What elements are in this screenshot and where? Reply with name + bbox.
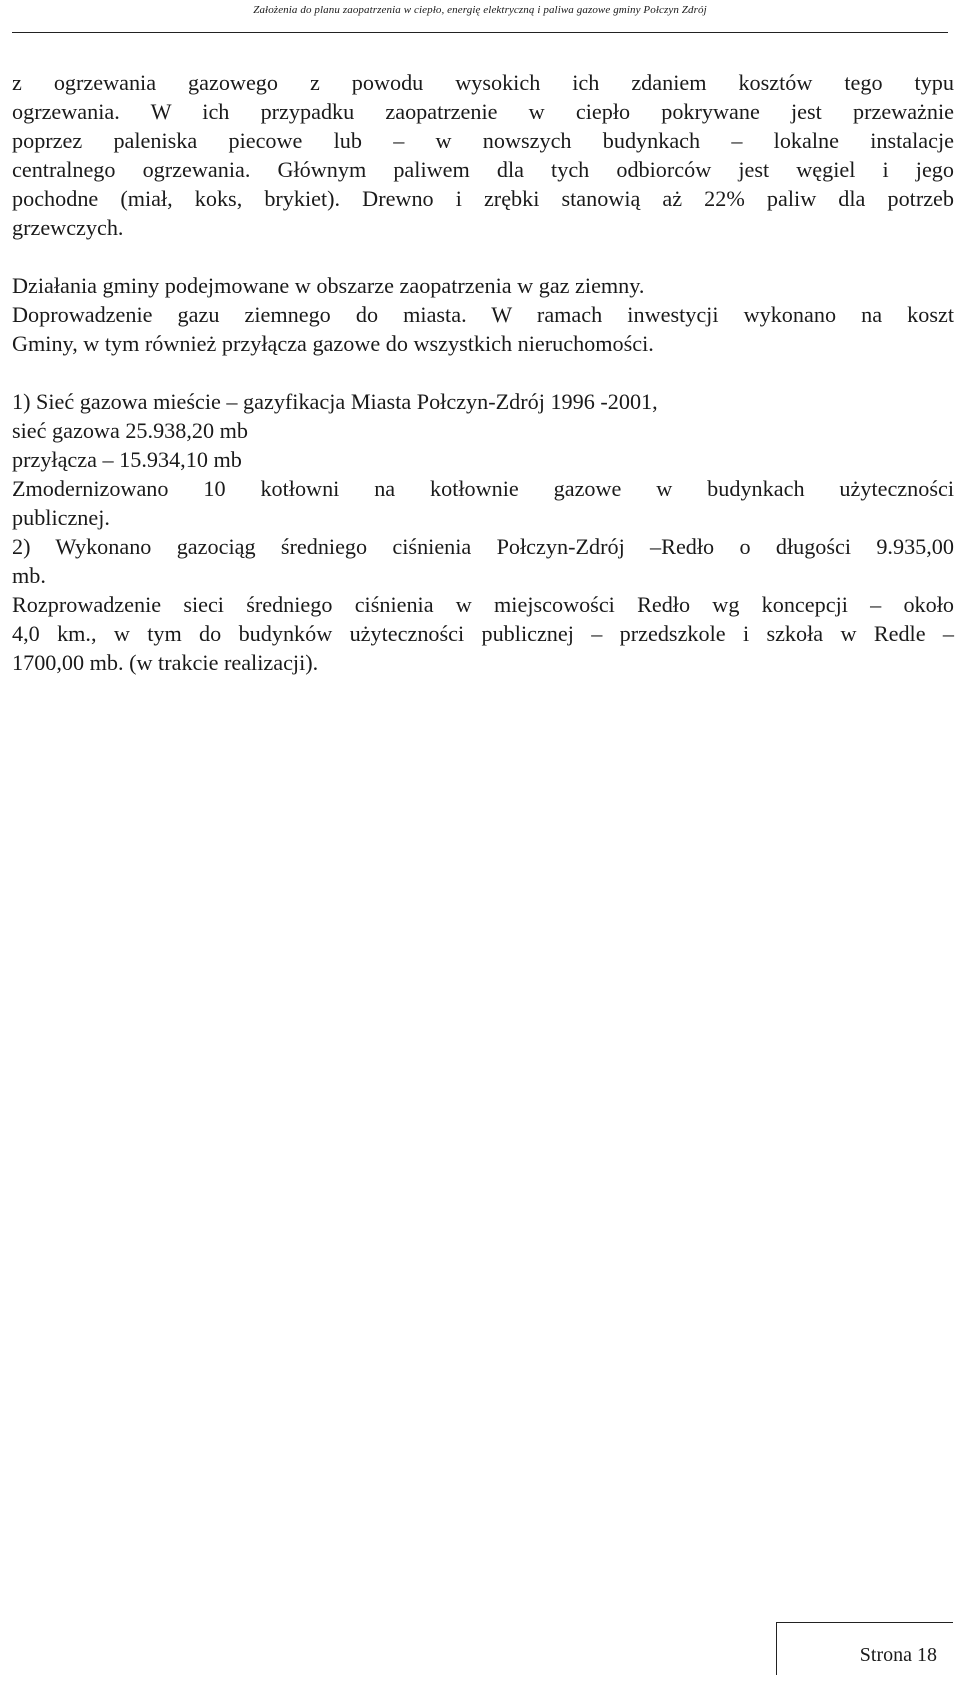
text-line: przyłącza – 15.934,10 mb [12,447,242,472]
text-line: Gminy, w tym również przyłącza gazowe do wszystkich nieruchomości. [12,331,654,356]
text-line: 1700,00 mb. (w trakcie realizacji). [12,650,319,675]
text-line: poprzez paleniska piecowe lub – w nowszych budynkach – lokalne instalacje [12,128,954,153]
text-line: 1) Sieć gazowa mieście – gazyfikacja Miasta Połczyn-Zdrój 1996 -2001, [12,389,658,414]
text-line: publicznej. [12,505,110,530]
document-body [12,68,954,677]
paragraph-heating-fuels [12,68,954,242]
paragraph-gas-actions [12,271,954,358]
page-header [0,0,960,44]
text-line: Zmodernizowano 10 kotłowni na kotłownie gazowe w budynkach użyteczności [12,476,954,501]
paragraph-spacer [12,242,954,271]
header-title: Założenia do planu zaopatrzenia w ciepło, energię elektryczną i paliwa gazowe gminy Połczyn Zdrój [253,4,707,16]
header-divider [12,32,948,33]
text-line: sieć gazowa 25.938,20 mb [12,418,248,443]
page-footer [776,1622,953,1675]
text-line: centralnego ogrzewania. Głównym paliwem dla tych odbiorców jest węgiel i jego [12,157,954,182]
text-line: pochodne (miał, koks, brykiet). Drewno i zrębki stanowią aż 22% paliw dla potrzeb [12,186,954,211]
text-line: Doprowadzenie gazu ziemnego do miasta. W ramach inwestycji wykonano na koszt [12,302,954,327]
text-line: mb. [12,563,46,588]
paragraph-gas-network [12,387,954,677]
text-line: Rozprowadzenie sieci średniego ciśnienia w miejscowości Redło wg koncepcji – około [12,592,954,617]
text-line: 2) Wykonano gazociąg średniego ciśnienia Połczyn-Zdrój –Redło o długości 9.935,00 [12,534,954,559]
text-line: Działania gminy podejmowane w obszarze zaopatrzenia w gaz ziemny. [12,273,645,298]
page-number: Strona 18 [859,1644,937,1666]
text-line: 4,0 km., w tym do budynków użyteczności publicznej – przedszkole i szkoła w Redle – [12,621,954,646]
paragraph-spacer [12,358,954,387]
text-line: ogrzewania. W ich przypadku zaopatrzenie w ciepło pokrywane jest przeważnie [12,99,954,124]
text-line: z ogrzewania gazowego z powodu wysokich ich zdaniem kosztów tego typu [12,70,954,95]
text-line: grzewczych. [12,215,124,240]
